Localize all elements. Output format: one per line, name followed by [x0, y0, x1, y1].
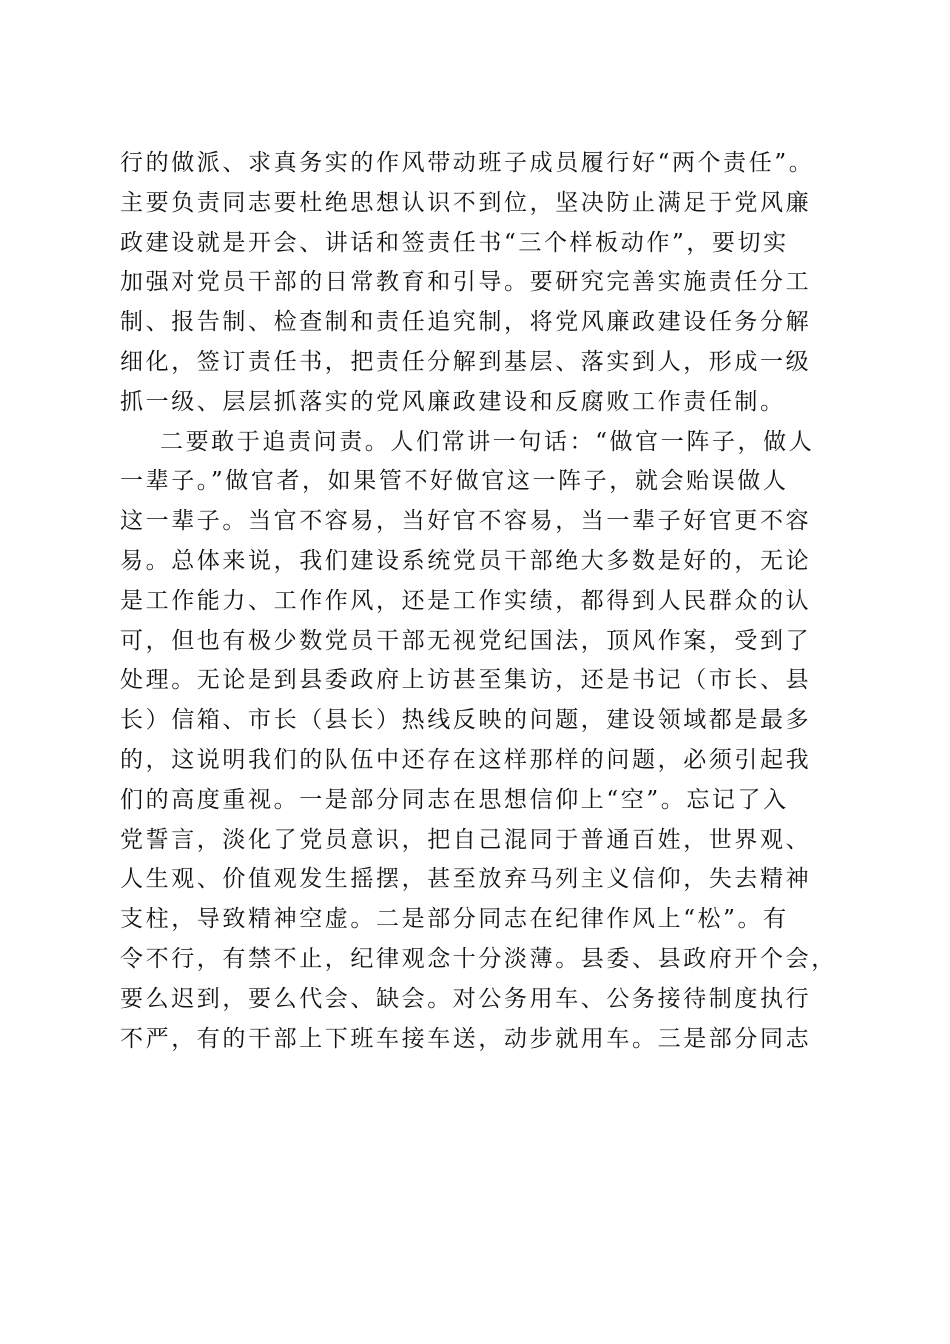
text-line: 们的高度重视。一是部分同志在思想信仰上“空”。忘记了入 — [120, 786, 789, 813]
text-line: 易。总体来说，我们建设系统党员干部绝大多数是好的，无论 — [120, 547, 812, 574]
text-line: 加强对党员干部的日常教育和引导。要研究完善实施责任分工 — [120, 269, 812, 296]
text-line: 长）信箱、市长（县长）热线反映的问题，建设领域都是最多 — [120, 707, 812, 734]
text-line: 处理。无论是到县委政府上访甚至集访，还是书记（市长、县 — [120, 667, 812, 694]
text-line: 主要负责同志要杜绝思想认识不到位，坚决防止满足于党风廉 — [120, 189, 812, 216]
text-line: 政建设就是开会、讲话和签责任书“三个样板动作”，要切实 — [120, 229, 789, 256]
text-line: 一辈子。”做官者，如果管不好做官这一阵子，就会贻误做人 — [120, 468, 789, 495]
text-line: 的，这说明我们的队伍中还存在这样那样的问题，必须引起我 — [120, 746, 812, 773]
text-line: 要么迟到，要么代会、缺会。对公务用车、公务接待制度执行 — [120, 985, 812, 1012]
text-line: 令不行，有禁不止，纪律观念十分淡薄。县委、县政府开个会， — [120, 945, 837, 972]
body-text — [120, 144, 840, 1059]
text-line: 制、报告制、检查制和责任追究制，将党风廉政建设任务分解 — [120, 309, 812, 336]
text-line: 党誓言，淡化了党员意识，把自己混同于普通百姓，世界观、 — [120, 826, 812, 853]
text-line: 是工作能力、工作作风，还是工作实绩，都得到人民群众的认 — [120, 587, 812, 614]
text-line: 这一辈子。当官不容易，当好官不容易，当一辈子好官更不容 — [120, 508, 812, 535]
paragraph-start-line: 二要敢于追责问责。人们常讲一句话：“做官一阵子，做人 — [160, 428, 815, 455]
text-line: 抓一级、层层抓落实的党风廉政建设和反腐败工作责任制。 — [120, 388, 786, 415]
text-line: 可，但也有极少数党员干部无视党纪国法，顶风作案，受到了 — [120, 627, 812, 654]
text-line: 不严，有的干部上下班车接车送，动步就用车。三是部分同志 — [120, 1025, 812, 1052]
text-line: 支柱，导致精神空虚。二是部分同志在纪律作风上“松”。有 — [120, 906, 789, 933]
text-line: 人生观、价值观发生摇摆，甚至放弃马列主义信仰，失去精神 — [120, 866, 812, 893]
text-line: 细化，签订责任书，把责任分解到基层、落实到人，形成一级 — [120, 348, 812, 375]
text-line: 行的做派、求真务实的作风带动班子成员履行好“两个责任”。 — [120, 150, 815, 176]
